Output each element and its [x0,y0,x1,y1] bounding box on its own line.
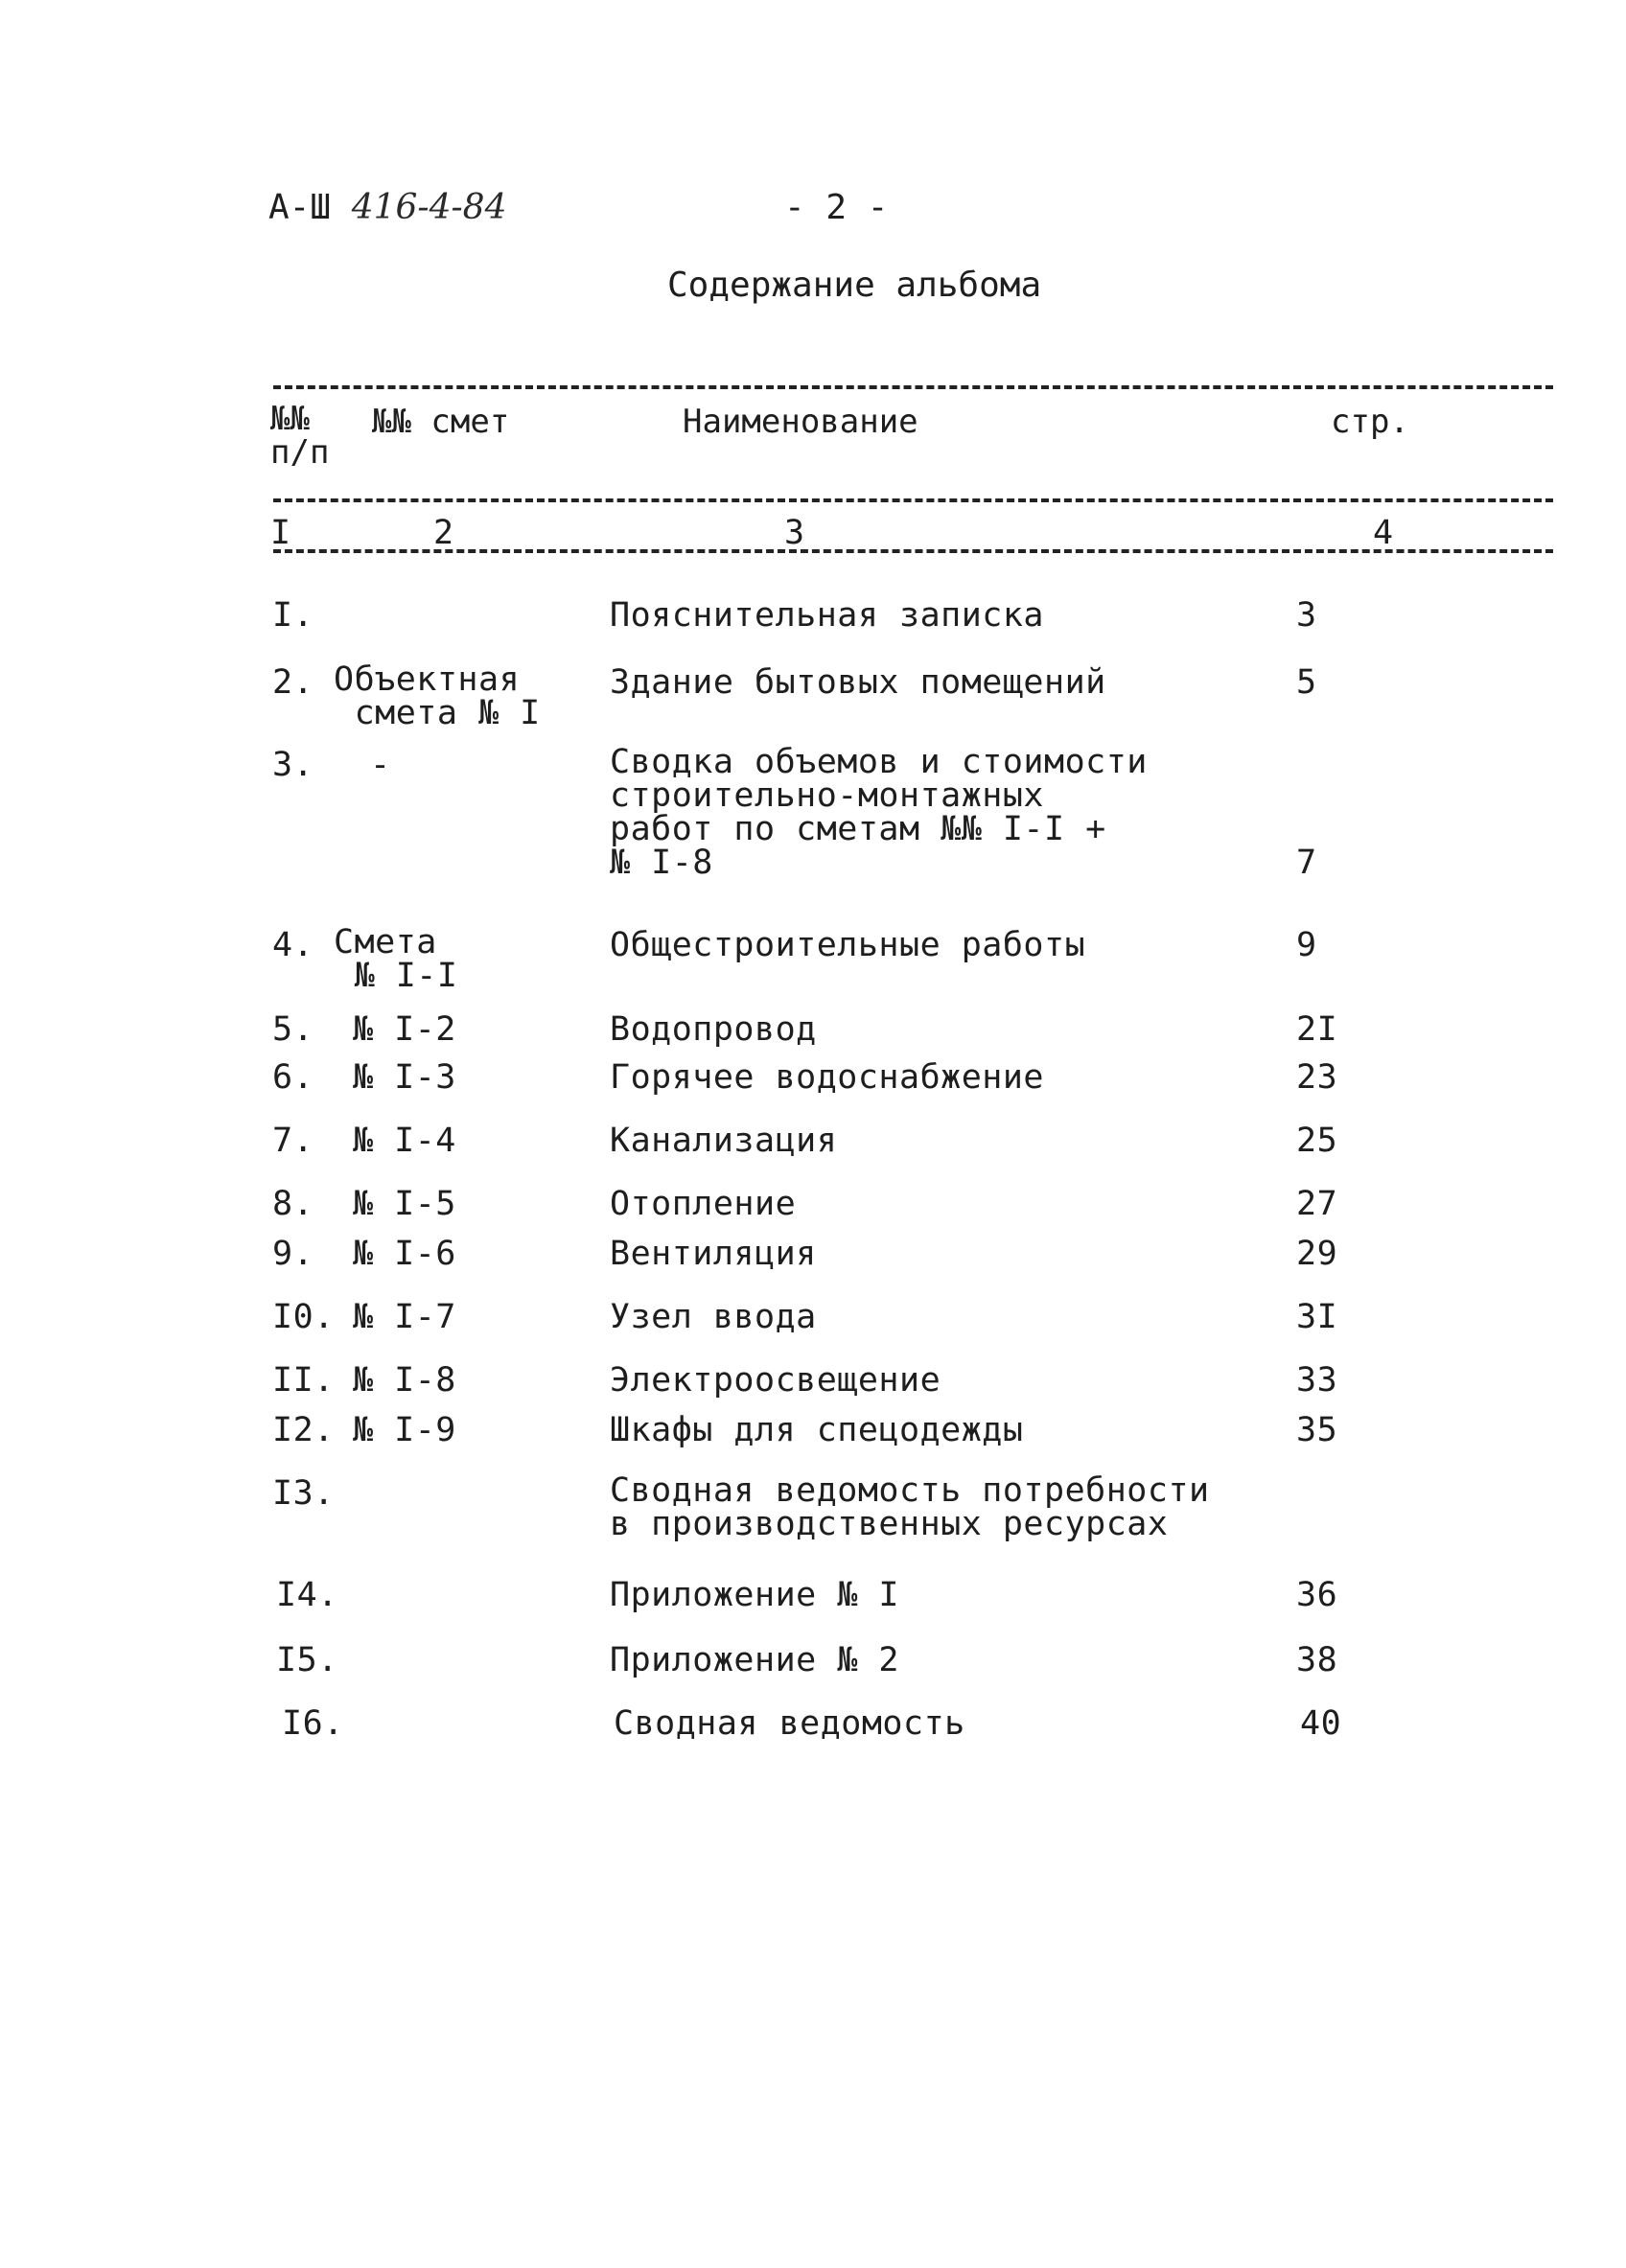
row-name: Общестроительные работы [610,926,1086,964]
row-name: Пояснительная записка [610,596,1045,635]
row-number: 2. [272,663,314,702]
row-estimate: № I-3 [353,1058,456,1097]
row-name: Приложение № 2 [610,1641,900,1679]
row-number: I5. [276,1641,338,1679]
row-page: 25 [1296,1122,1338,1160]
row-name: Здание бытовых помещений [610,663,1106,702]
row-name: Горячее водоснабжение [610,1058,1045,1097]
row-page: 36 [1296,1576,1338,1614]
row-page: 23 [1296,1058,1338,1097]
row-estimate: № I-4 [353,1122,456,1160]
row-estimate: № I-2 [353,1010,456,1049]
row-number: 9. [272,1235,314,1273]
row-number: 3. [272,746,314,784]
row-number: I. [272,596,314,635]
row-page: 3I [1296,1298,1338,1336]
row-estimate: Смета № I-I [334,923,458,995]
row-name: Приложение № I [610,1576,900,1614]
table-top-rule [273,385,1553,389]
row-page: 29 [1296,1235,1338,1273]
row-number: I0. [272,1298,335,1336]
row-estimate: Объектная смета № I [334,660,541,732]
document-code-prefix: А-Ш [268,188,332,227]
row-page: 9 [1296,926,1317,964]
row-number: I3. [272,1474,335,1513]
page-number: - 2 - [784,188,889,227]
header-col-page: стр. [1331,403,1409,441]
header-col-number: №№ п/п [270,400,330,472]
row-name: Узел ввода [610,1298,817,1336]
row-name: Электроосвещение [610,1361,941,1400]
row-number: 5. [272,1010,314,1049]
row-page: 38 [1296,1641,1338,1679]
row-estimate: № I-6 [353,1235,456,1273]
column-numbers-rule [273,549,1553,553]
header-col-name: Наименование [683,403,918,441]
row-number: I6. [282,1704,344,1743]
page-title: Содержание альбома [667,266,1042,305]
row-page: 40 [1300,1704,1342,1743]
document-code [268,188,506,227]
row-name: Сводная ведомость [614,1704,965,1743]
row-name: Водопровод [610,1010,817,1049]
row-number: I4. [276,1576,338,1614]
row-estimate: - [370,746,391,784]
row-name: Шкафы для спецодежды [610,1411,1024,1449]
row-page: 3 [1296,596,1317,635]
row-name: Канализация [610,1122,838,1160]
row-number: 4. [272,926,314,964]
column-number-4: 4 [1373,514,1394,552]
row-page: 7 [1296,844,1317,882]
row-estimate: № I-9 [353,1411,456,1449]
column-number-2: 2 [433,514,454,552]
row-number: 8. [272,1185,314,1223]
header-col-estimate: №№ смет [372,403,510,441]
row-number: 7. [272,1122,314,1160]
row-estimate: № I-8 [353,1361,456,1400]
row-page: 5 [1296,663,1317,702]
row-page: 2I [1296,1010,1338,1049]
row-name: Сводная ведомость потребности в производственных ресурсах [610,1471,1210,1543]
row-estimate: № I-5 [353,1185,456,1223]
row-page: 27 [1296,1185,1338,1223]
column-number-1: I [270,514,291,552]
header-bottom-rule [273,498,1553,502]
row-number: I2. [272,1411,335,1449]
row-number: 6. [272,1058,314,1097]
row-page: 35 [1296,1411,1338,1449]
row-number: II. [272,1361,335,1400]
document-code-handwritten: 416-4-84 [351,188,507,227]
row-name: Вентиляция [610,1235,817,1273]
column-number-3: 3 [784,514,805,552]
row-page: 33 [1296,1361,1338,1400]
row-name: Отопление [610,1185,797,1223]
row-name: Сводка объемов и стоимости строительно-монтажных работ по сметам №№ I-I + № I-8 [610,743,1148,882]
row-estimate: № I-7 [353,1298,456,1336]
